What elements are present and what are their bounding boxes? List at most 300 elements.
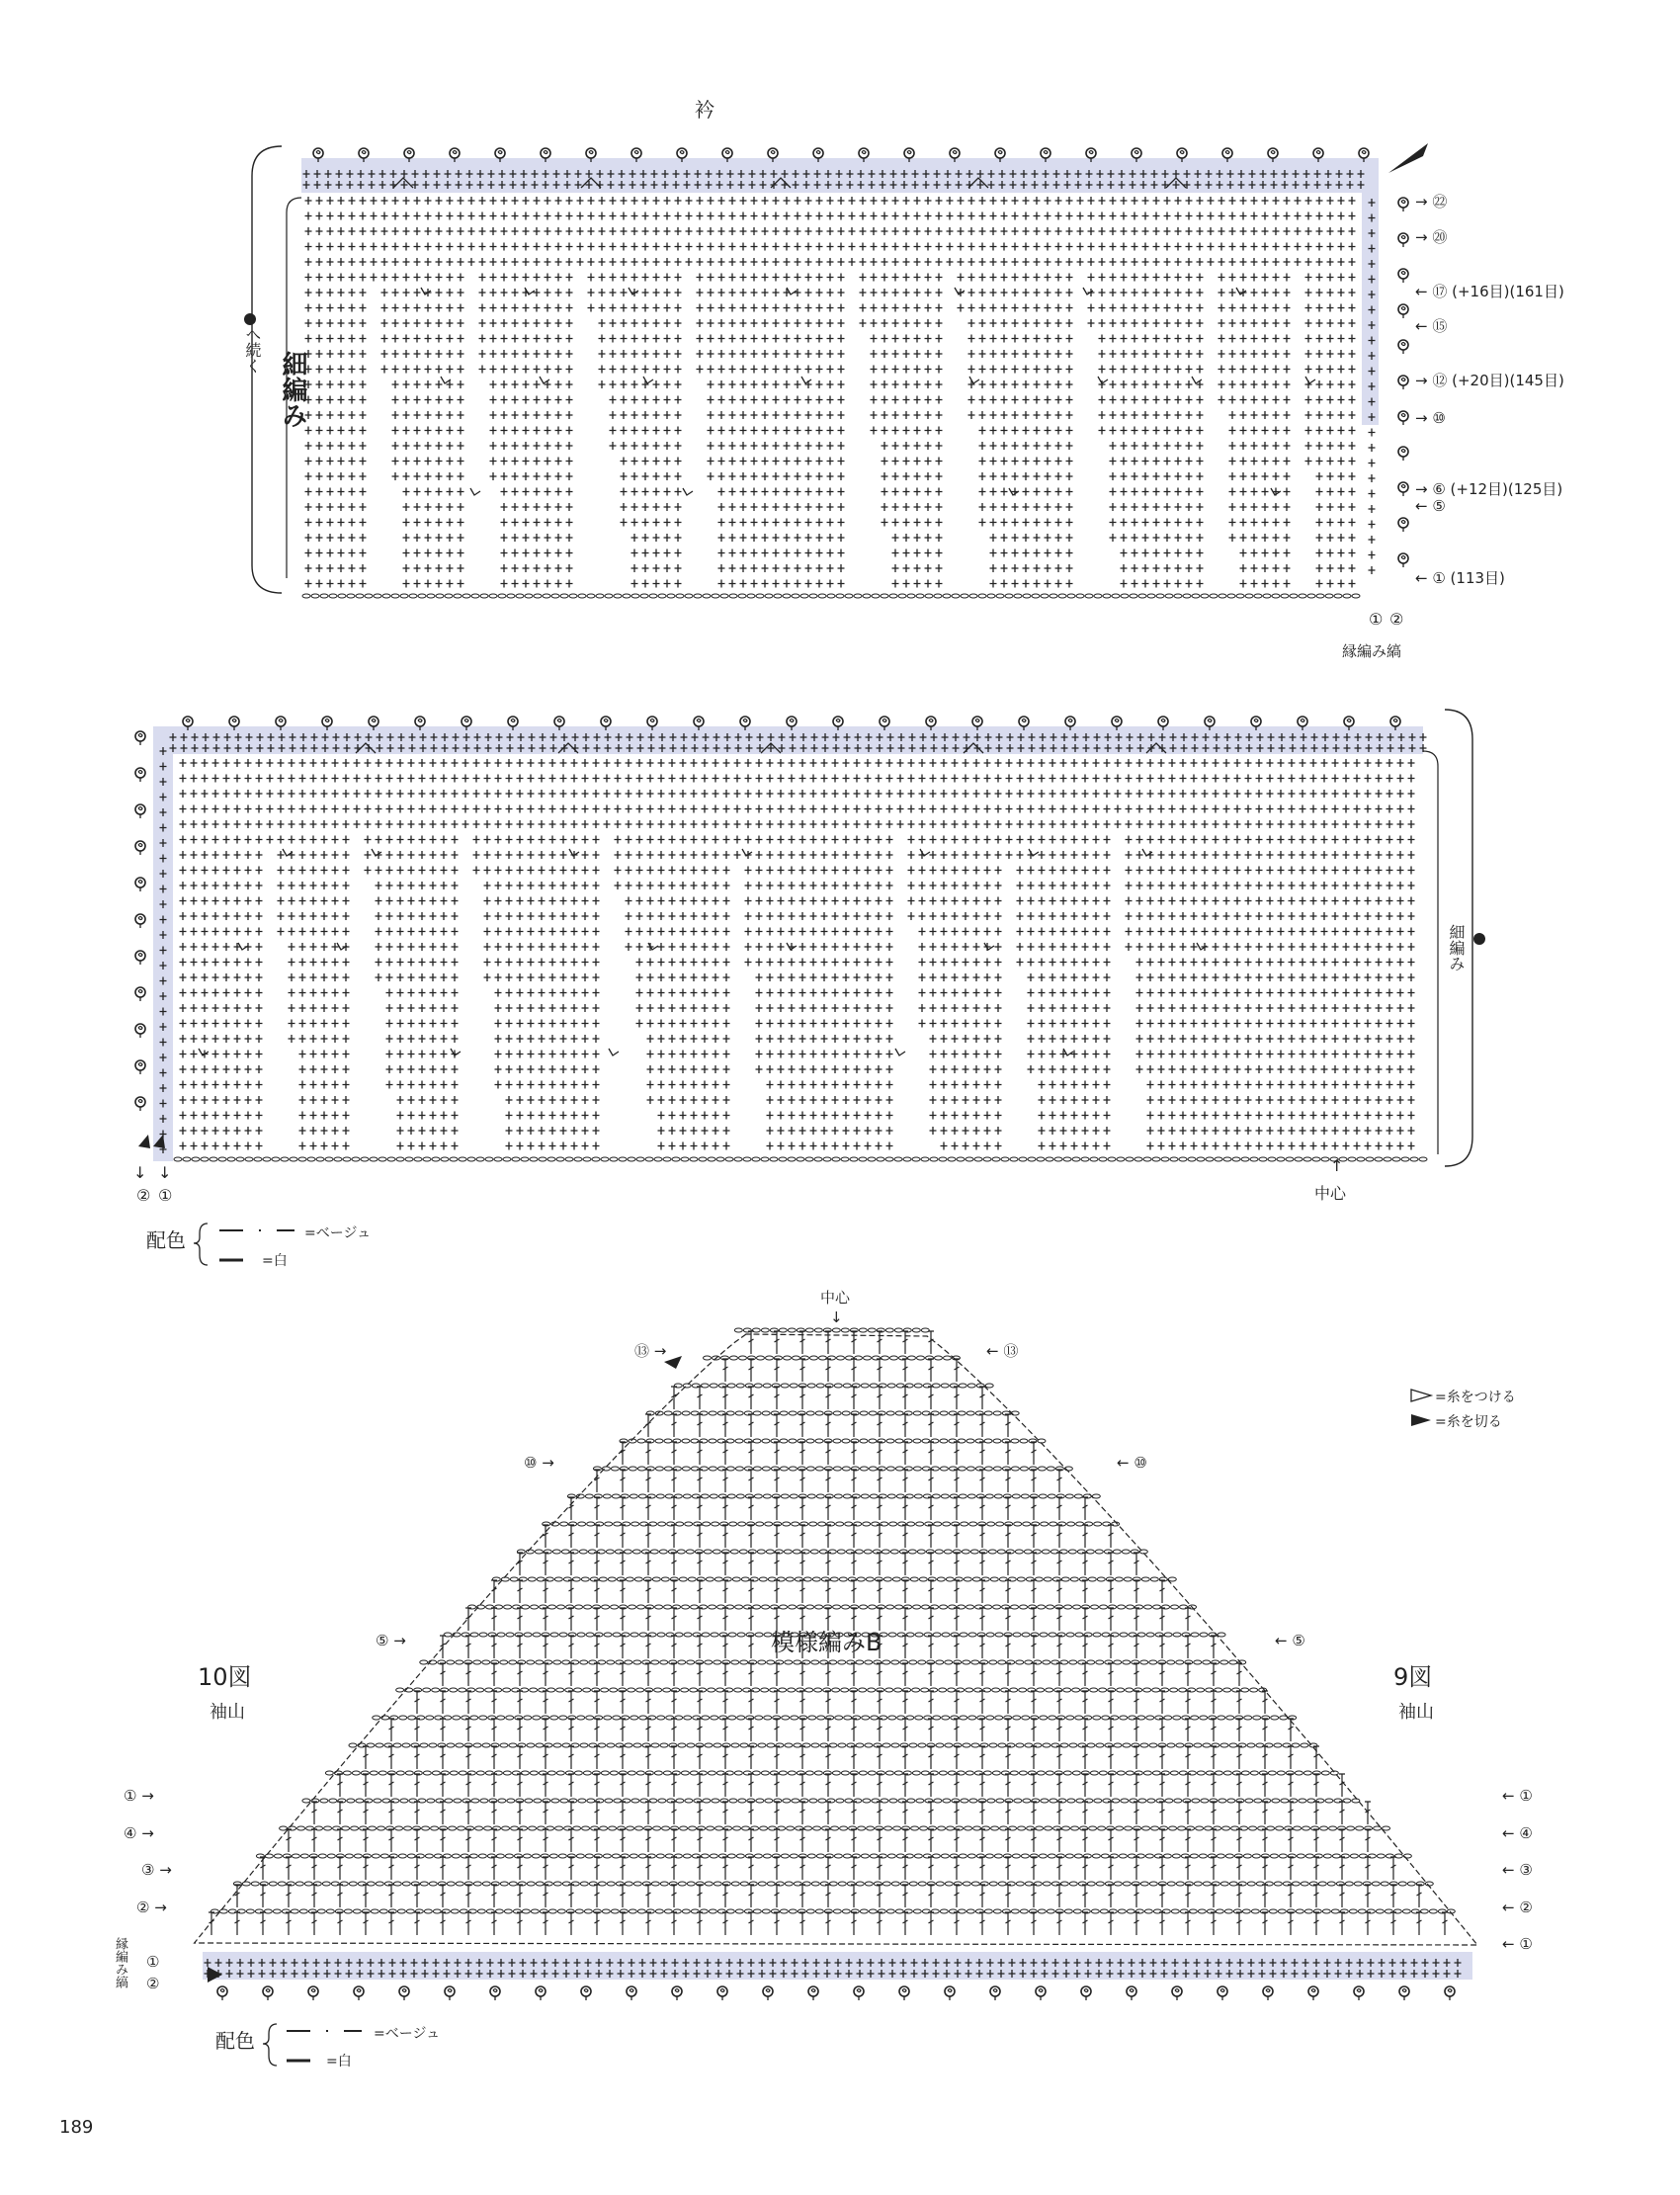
sc-stitch [582,928,589,936]
sc-stitch [990,258,997,266]
sc-stitch [1088,304,1095,312]
sc-stitch [1327,488,1334,496]
sc-stitch [1147,805,1154,813]
sc-stitch [223,1065,230,1073]
sc-stitch [675,580,682,588]
sc-stitch [636,928,643,936]
sc-stitch [545,534,551,542]
sc-stitch [827,519,834,527]
sc-stitch [1045,564,1051,572]
sc-stitch [386,775,393,783]
sc-stitch [1055,350,1062,358]
sc-stitch [1273,243,1280,251]
sc-stitch [810,1035,817,1043]
sc-stitch [1001,503,1008,511]
sc-stitch [245,959,252,967]
sc-stitch [1251,549,1258,557]
sc-stitch [636,775,643,783]
sc-stitch [1338,549,1345,557]
sc-stitch [610,380,617,388]
sc-stitch [327,366,334,374]
sc-stitch [995,973,1002,981]
sc-stitch [751,564,758,572]
sc-stitch [1093,959,1100,967]
sc-stitch [805,442,812,450]
sc-stitch [349,274,356,282]
sc-stitch [1300,790,1306,798]
sc-stitch [827,411,834,419]
chain-stitch [445,594,453,598]
sc-stitch [234,912,241,920]
sc-stitch [610,197,617,205]
sc-stitch [642,472,649,480]
sc-stitch [1136,836,1143,844]
chain-stitch [792,594,799,598]
sc-stitch [1316,580,1323,588]
sc-stitch [371,274,378,282]
increase-stitch [629,288,638,295]
sc-stitch [745,867,752,875]
sc-stitch [1082,897,1089,905]
sc-stitch [658,973,665,981]
sc-stitch [1180,1035,1187,1043]
sc-stitch [560,1035,567,1043]
sc-stitch [827,335,834,343]
sc-stitch [892,258,899,266]
sc-stitch [1408,943,1415,951]
sc-stitch [963,973,969,981]
sc-stitch [984,959,991,967]
sc-stitch [436,442,443,450]
sc-stitch [1343,959,1350,967]
sc-stitch [1132,289,1138,296]
sc-stitch [501,534,508,542]
sc-stitch [762,366,769,374]
sc-stitch [571,1081,578,1089]
sc-stitch [1071,775,1078,783]
sc-stitch [658,943,665,951]
sc-stitch [784,580,791,588]
sc-stitch [973,851,980,859]
sc-stitch [631,564,638,572]
sc-stitch [397,973,404,981]
sc-stitch [1349,549,1356,557]
sc-stitch [539,851,546,859]
sc-stitch [686,212,693,220]
sc-stitch [299,897,306,905]
sc-stitch [810,912,817,920]
sc-stitch [479,350,486,358]
sc-stitch [621,258,628,266]
sc-stitch [338,197,345,205]
sc-stitch [708,396,714,404]
sc-stitch [560,820,567,828]
sc-stitch [751,212,758,220]
sc-stitch [723,820,730,828]
sc-stitch [180,882,187,889]
sc-stitch [1175,519,1182,527]
sc-stitch [425,580,432,588]
sc-stitch [1267,805,1274,813]
sc-stitch [886,1020,893,1028]
sc-stitch [718,472,725,480]
sc-stitch [1180,820,1187,828]
sc-stitch [669,759,676,767]
sc-stitch [610,411,617,419]
sc-stitch [365,836,372,844]
sc-stitch [653,243,660,251]
sc-stitch [664,258,671,266]
sc-stitch [702,851,709,859]
sc-stitch [403,580,410,588]
sc-stitch [212,973,219,981]
sc-stitch [827,212,834,220]
sc-stitch [593,867,600,875]
sc-stitch [1039,973,1046,981]
sc-stitch [1045,427,1051,435]
sc-stitch [338,488,345,496]
sc-stitch [305,227,312,235]
sc-stitch [1284,304,1291,312]
sc-stitch [784,304,791,312]
sc-stitch [1180,867,1187,875]
sc-stitch [528,1081,535,1089]
sc-stitch [886,1065,893,1073]
chain-stitch [978,594,986,598]
sc-stitch [810,775,817,783]
sc-stitch [506,973,513,981]
sc-stitch [419,973,426,981]
sc-stitch [1332,759,1339,767]
sc-stitch [795,212,801,220]
sc-stitch [995,959,1002,967]
sc-stitch [425,274,432,282]
sc-stitch [1267,1065,1274,1073]
sc-stitch [1321,1035,1328,1043]
sc-stitch [756,959,763,967]
sc-stitch [1273,258,1280,266]
sc-stitch [1332,882,1339,889]
sc-stitch [653,564,660,572]
sc-stitch [1104,805,1111,813]
chain-stitch [818,594,826,598]
sc-stitch [386,851,393,859]
chain-stitch [1272,594,1280,598]
chain-stitch [471,594,479,598]
sc-stitch [1408,836,1415,844]
sc-stitch [425,411,432,419]
sc-stitch [799,820,806,828]
sc-stitch [914,564,921,572]
sc-stitch [708,212,714,220]
sc-stitch [441,820,448,828]
sc-stitch [653,580,660,588]
sc-stitch [1132,458,1138,465]
sc-stitch [349,335,356,343]
sc-stitch [865,928,872,936]
sc-stitch [1305,304,1312,312]
sc-stitch [626,897,632,905]
sc-stitch [708,274,714,282]
sc-stitch [631,427,638,435]
sc-stitch [1376,912,1383,920]
sc-stitch [604,775,611,783]
sc-stitch [756,1004,763,1012]
sc-stitch [458,564,464,572]
sc-stitch [1093,989,1100,997]
sc-stitch [729,212,736,220]
sc-stitch [403,335,410,343]
sc-stitch [963,1020,969,1028]
sc-stitch [256,820,263,828]
chain-stitch [747,594,755,598]
sc-stitch [1256,851,1263,859]
sc-stitch [631,549,638,557]
sc-stitch [784,335,791,343]
sc-stitch [425,503,432,511]
sc-stitch [914,227,921,235]
sc-stitch [876,1051,882,1058]
sc-stitch [1202,851,1209,859]
sc-stitch [1240,472,1247,480]
chain-stitch [1130,594,1137,598]
sc-stitch [1197,519,1204,527]
sc-stitch [936,549,943,557]
chain-stitch [827,594,835,598]
sc-stitch [560,912,567,920]
sc-stitch [621,289,628,296]
sc-stitch [212,1065,219,1073]
sc-stitch [756,820,763,828]
sc-stitch [1028,943,1035,951]
sc-stitch [658,928,665,936]
sc-stitch [968,304,975,312]
sc-stitch [566,289,573,296]
sc-stitch [1229,534,1236,542]
sc-stitch [871,243,878,251]
sc-stitch [936,396,943,404]
sc-stitch [1284,442,1291,450]
sc-stitch [223,790,230,798]
chain-stitch [1165,594,1173,598]
sc-stitch [403,458,410,465]
sc-stitch [1273,274,1280,282]
sc-stitch [473,805,480,813]
sc-stitch [778,836,785,844]
sc-stitch [973,820,980,828]
sc-stitch [425,564,432,572]
sc-stitch [458,411,464,419]
chain-stitch [382,594,390,598]
sc-stitch [549,882,556,889]
sc-stitch [501,503,508,511]
sc-stitch [321,851,328,859]
sc-stitch [343,1020,350,1028]
sc-stitch [1202,989,1209,997]
sc-stitch [1338,366,1345,374]
sc-stitch [555,488,562,496]
sc-stitch [821,851,828,859]
sc-stitch [1332,836,1339,844]
sc-stitch [599,350,606,358]
sc-stitch [968,227,975,235]
chain-stitch [934,594,942,598]
sc-stitch [827,274,834,282]
row-marker: ← ① (113目) [1415,569,1505,587]
sc-stitch [963,851,969,859]
sc-stitch [642,396,649,404]
sc-stitch [452,775,459,783]
sc-stitch [582,959,589,967]
sc-stitch [876,1004,882,1012]
sc-stitch [484,973,491,981]
sc-stitch [799,805,806,813]
sc-stitch [784,442,791,450]
sc-stitch [452,1020,459,1028]
sc-stitch [490,442,497,450]
sc-stitch [349,534,356,542]
sc-stitch [555,503,562,511]
sc-stitch [599,335,606,343]
sc-stitch [762,458,769,465]
sc-stitch [267,790,274,798]
sc-stitch [1039,867,1046,875]
sc-stitch [936,274,943,282]
sc-stitch [1229,212,1236,220]
sc-stitch [397,759,404,767]
sc-stitch [1164,227,1171,235]
sc-stitch [990,427,997,435]
sc-stitch [1077,227,1084,235]
sc-stitch [484,897,491,905]
sc-stitch [397,1081,404,1089]
sc-stitch [517,775,524,783]
sc-stitch [1262,549,1269,557]
sc-stitch [1300,959,1306,967]
sc-stitch [1197,396,1204,404]
sc-stitch [202,867,209,875]
sc-stitch [452,836,459,844]
sc-stitch [903,350,910,358]
sc-stitch [386,1065,393,1073]
sc-stitch [897,775,904,783]
sc-stitch [1066,274,1073,282]
sc-stitch [349,472,356,480]
sc-stitch [256,790,263,798]
sc-stitch [686,227,693,235]
sc-stitch [882,411,888,419]
sc-stitch [1273,503,1280,511]
sc-stitch [708,319,714,327]
sc-stitch [278,836,285,844]
sc-stitch [838,396,845,404]
collar-edge-row-1: ① [1369,610,1383,629]
sc-stitch [484,836,491,844]
sc-stitch [1071,1051,1078,1058]
sc-stitch [549,897,556,905]
sc-stitch [1386,790,1393,798]
sc-stitch [849,243,856,251]
sc-stitch [631,197,638,205]
sc-stitch [729,427,736,435]
sc-stitch [1343,805,1350,813]
sc-stitch [408,1004,415,1012]
sc-stitch [1284,380,1291,388]
sc-stitch [647,836,654,844]
sc-stitch [1132,442,1138,450]
sc-stitch [338,227,345,235]
sc-stitch [1408,973,1415,981]
sc-stitch [1369,490,1376,498]
sc-stitch [1180,1051,1187,1058]
sc-stitch [968,274,975,282]
chain-stitch [863,594,871,598]
sc-stitch [919,882,926,889]
sc-stitch [1045,458,1051,465]
sc-stitch [539,1004,546,1012]
sc-stitch [571,820,578,828]
sc-stitch [1055,289,1062,296]
sc-stitch [621,442,628,450]
sc-stitch [403,564,410,572]
sc-stitch [1278,775,1285,783]
sc-stitch [854,989,861,997]
sc-stitch [1001,564,1008,572]
sc-stitch [523,503,530,511]
sc-stitch [995,897,1002,905]
sc-stitch [376,943,382,951]
sc-stitch [1045,319,1051,327]
sc-stitch [892,366,899,374]
sc-stitch [245,1065,252,1073]
sc-stitch [886,775,893,783]
sc-stitch [1197,350,1204,358]
sc-stitch [1180,897,1187,905]
sc-stitch [1028,1051,1035,1058]
collar-row-markers [1415,193,1564,587]
sc-stitch [245,820,252,828]
sc-stitch [1191,1020,1198,1028]
sc-stitch [799,790,806,798]
sc-stitch [860,243,867,251]
sc-stitch [397,897,404,905]
sc-stitch [784,503,791,511]
sc-stitch [631,442,638,450]
picot-stitch [1398,482,1408,496]
sc-stitch [1001,366,1008,374]
sc-stitch [1066,534,1073,542]
picot-stitch [1398,340,1408,354]
chain-stitch [1112,594,1120,598]
sc-stitch [930,1035,937,1043]
sc-stitch [1121,274,1128,282]
chain-stitch [889,594,897,598]
sc-stitch [936,227,943,235]
sc-stitch [995,867,1002,875]
sc-stitch [1082,943,1089,951]
sc-stitch [799,1065,806,1073]
sc-stitch [468,227,475,235]
sc-stitch [805,212,812,220]
chain-stitch [916,594,924,598]
sc-stitch [914,458,921,465]
sc-stitch [653,411,660,419]
sc-stitch [795,197,801,205]
sc-stitch [545,503,551,511]
sc-stitch [1327,472,1334,480]
sc-stitch [299,1020,306,1028]
sc-stitch [1082,867,1089,875]
